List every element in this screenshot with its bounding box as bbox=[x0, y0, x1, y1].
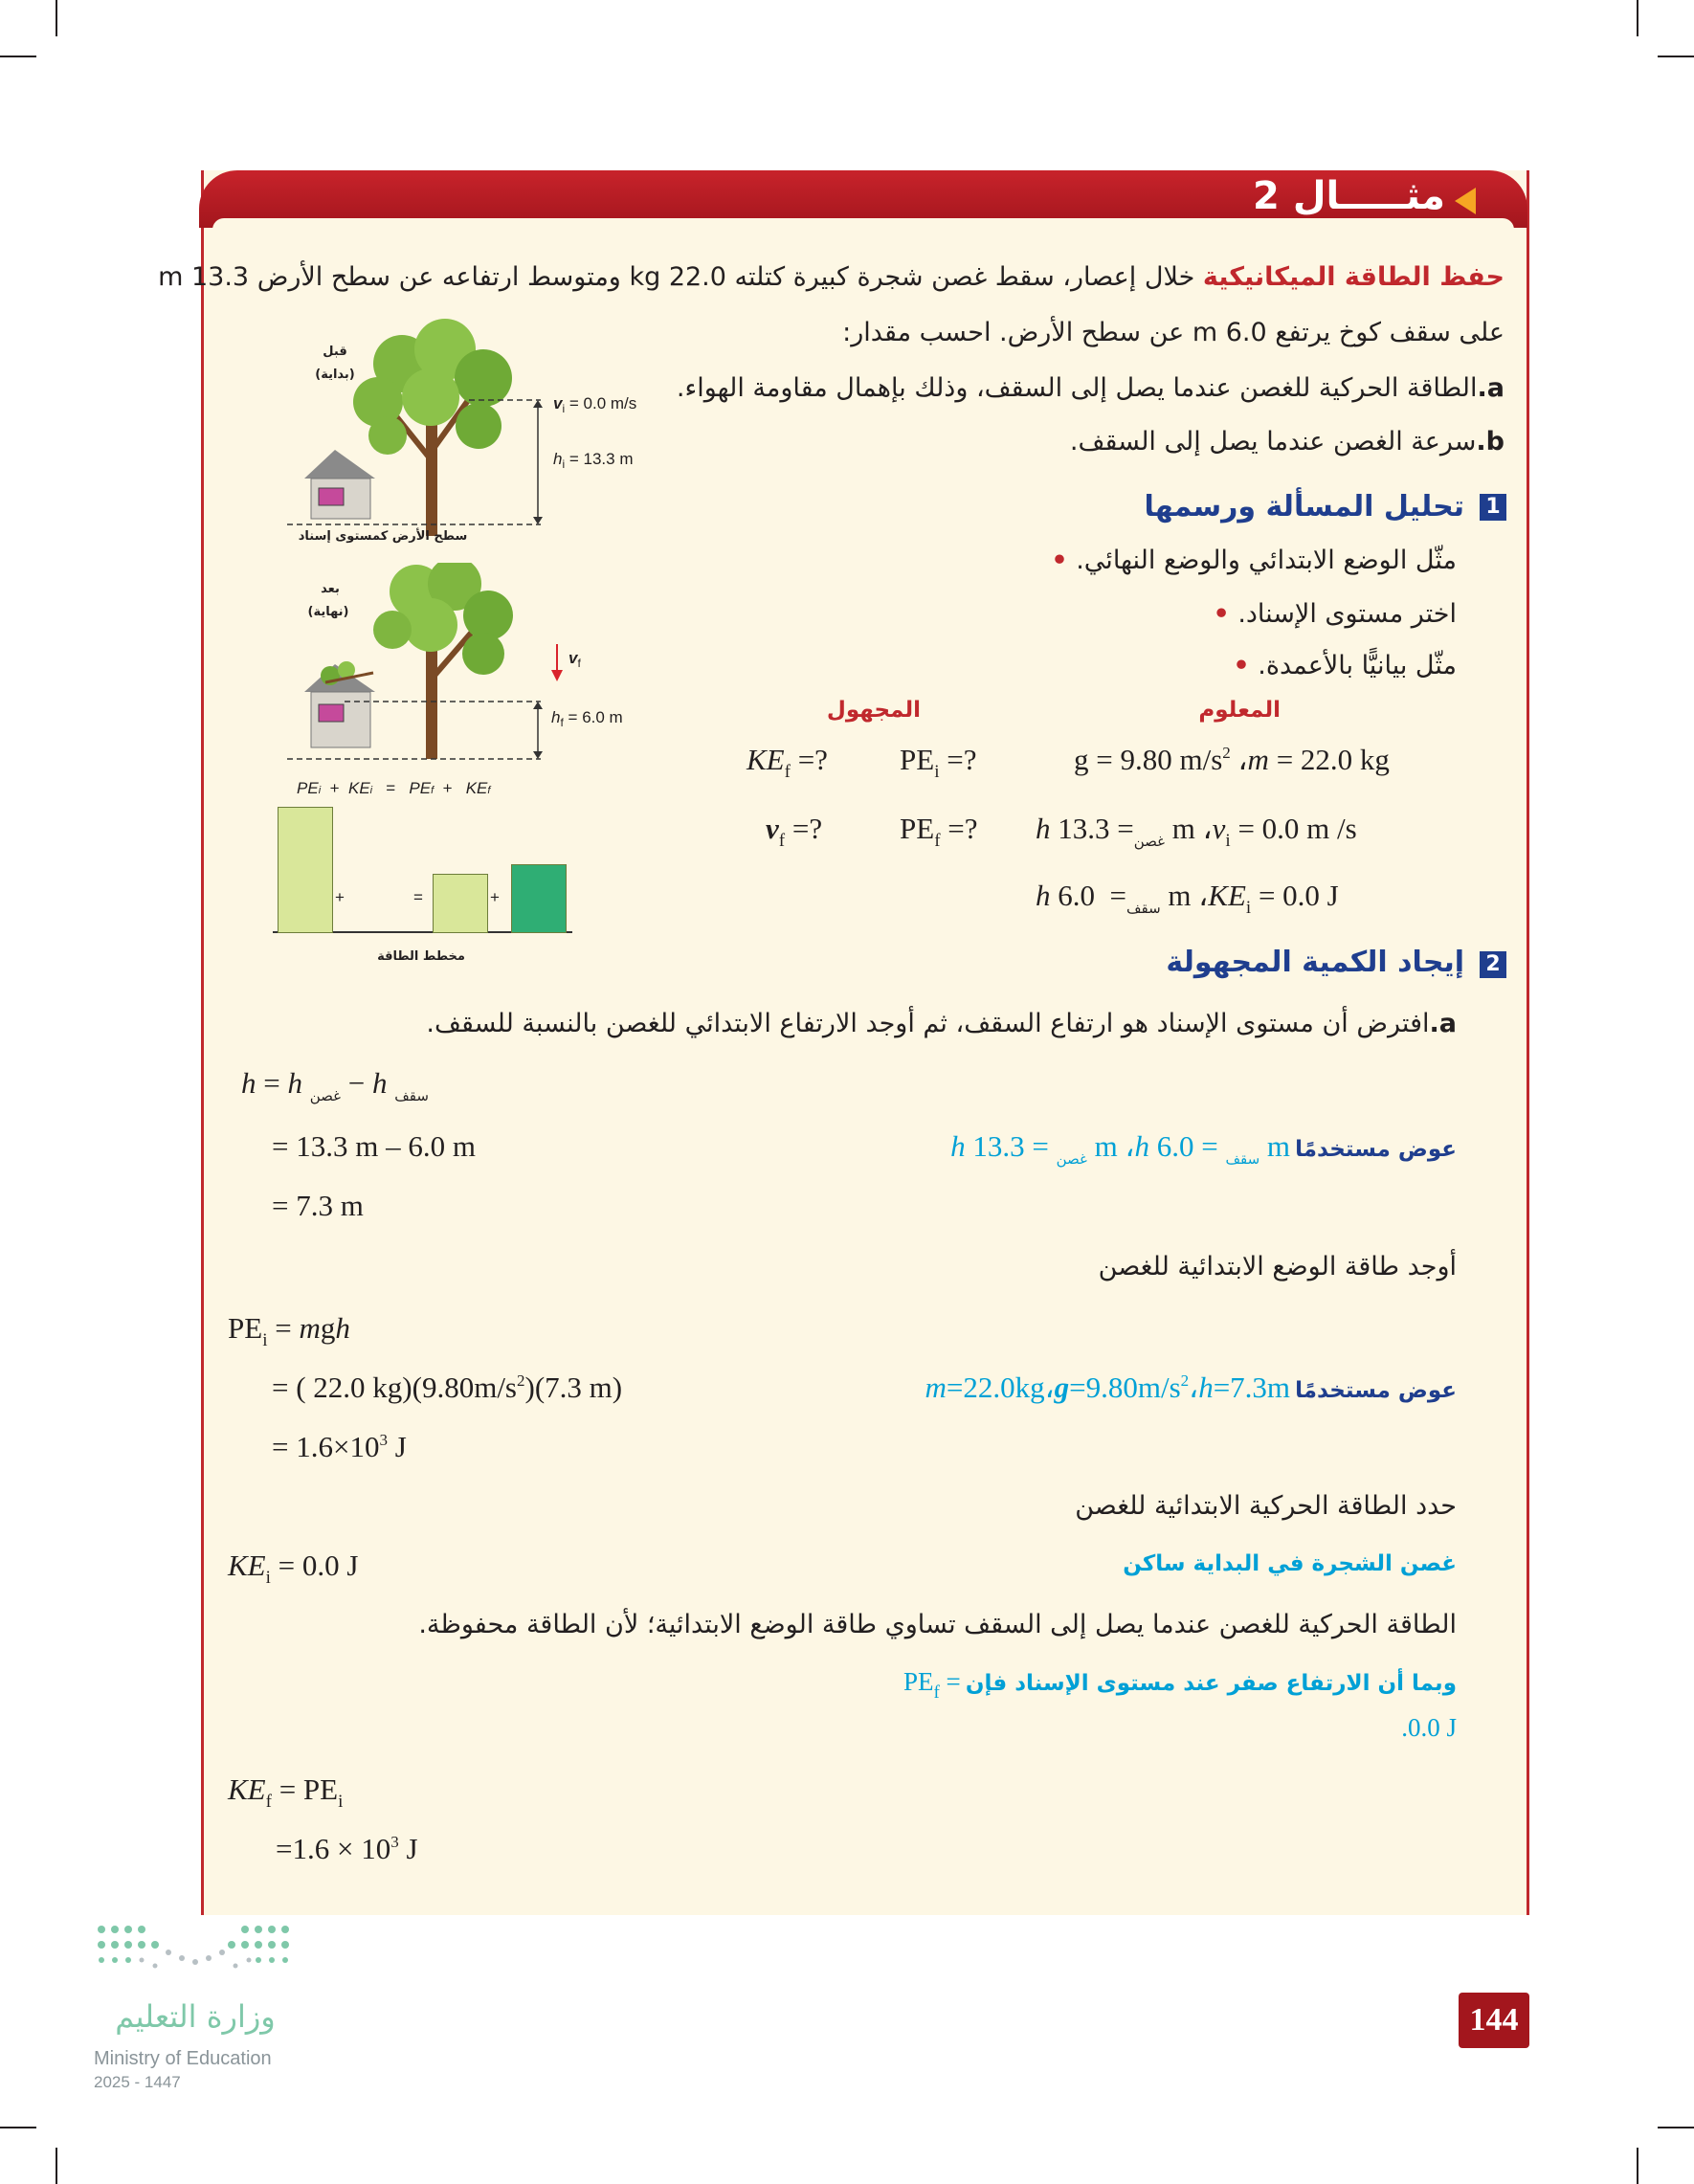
unknown-pef: $PE_f$ =? bbox=[900, 812, 978, 851]
vi-label: $v_i = 0.0$ m/s bbox=[553, 394, 637, 415]
conclusion-text: الطاقة الحركية للغصن عندما يصل إلى السقف تساوي طاقة الوضع الابتدائية؛ لأن الطاقة محفوظة. bbox=[418, 1610, 1457, 1639]
pe-equation: $PE_i$ = mgh bbox=[228, 1311, 350, 1350]
after-sublabel: (نهاية) bbox=[307, 605, 349, 619]
step-1-bullet: مثّل بيانيًّا بالأعمدة. • bbox=[1233, 651, 1457, 680]
energy-bar-pei bbox=[278, 807, 333, 933]
problem-line-2: على سقف كوخ يرتفع 6.0 m عن سطح الأرض. احسب مقدار: bbox=[842, 318, 1505, 347]
energy-equation: PEi + KEi = PEf + KEf bbox=[297, 779, 491, 797]
tree-after-illustration bbox=[287, 563, 574, 769]
before-sublabel: (بداية) bbox=[315, 368, 355, 382]
height-result: = 7.3 m bbox=[272, 1189, 364, 1222]
bar-plus-sign: + bbox=[335, 888, 345, 906]
step-1-title: تحليل المسألة ورسمها bbox=[1144, 490, 1464, 524]
crop-mark bbox=[1637, 0, 1638, 36]
step-2-instruction-a: a.افترض أن مستوى الإسناد هو ارتفاع السقف، ثم أوجد الارتفاع الابتدائي للغصن بالنسبة للسقف. bbox=[426, 1009, 1457, 1038]
step-1-bullet: مثّل الوضع الابتدائي والوضع النهائي. • bbox=[1051, 546, 1457, 575]
note-branch-at-rest: غصن الشجرة في البداية ساكن bbox=[1123, 1551, 1457, 1576]
question-a: a.الطاقة الحركية للغصن عندما يصل إلى السقف، وذلك بإهمال مقاومة الهواء. bbox=[676, 373, 1505, 403]
crop-mark bbox=[56, 2148, 57, 2184]
crop-mark bbox=[0, 2127, 36, 2128]
unknown-vf: $v_f$ =? bbox=[766, 812, 823, 851]
crop-mark bbox=[1658, 2127, 1694, 2128]
unknown-kef: $KE_f$ =? bbox=[747, 743, 828, 782]
find-pe-text: أوجد طاقة الوضع الابتدائية للغصن bbox=[1098, 1252, 1457, 1281]
pe-result: = $1.6\times 10^3$ J bbox=[272, 1430, 407, 1463]
height-calc: = 13.3 m – 6.0 m bbox=[272, 1129, 476, 1163]
step-2-badge: 2 bbox=[1480, 951, 1506, 978]
step-1-badge: 1 bbox=[1480, 494, 1506, 521]
note-pef-value: .0.0 J bbox=[1401, 1713, 1457, 1742]
ground-reference-label: سطح الأرض كمستوى إسناد bbox=[298, 529, 468, 544]
step-2-title: إيجاد الكمية المجهولة bbox=[1166, 946, 1464, 979]
ministry-name-en: Ministry of Education bbox=[94, 2048, 272, 2069]
ministry-logo-dots bbox=[92, 1920, 302, 1987]
tree-before-illustration bbox=[287, 316, 574, 546]
vf-label: $v_f$ bbox=[568, 649, 581, 670]
crop-mark bbox=[0, 56, 36, 57]
problem-topic: حفظ الطاقة الميكانيكية bbox=[1202, 262, 1505, 292]
known-row-2: h $_{غصن}$= 13.3 m $،v_i = 0.0$ m /s bbox=[1036, 812, 1357, 851]
problem-line-1: حفظ الطاقة الميكانيكية خلال إعصار، سقط غصن شجرة كبيرة كتلته 22.0 kg ومتوسط ارتفاعه عن سطح الأرض 13.3 m bbox=[158, 262, 1505, 292]
known-row-3: h $_{سقف}$= 6.0 m $،KE_i = 0.0$ J bbox=[1036, 879, 1339, 918]
known-header: المعلوم bbox=[1198, 698, 1281, 723]
ministry-year: 2025 - 1447 bbox=[94, 2073, 181, 2091]
crop-mark bbox=[1658, 56, 1694, 57]
energy-bar-pef bbox=[433, 874, 488, 933]
crop-mark bbox=[1637, 2148, 1638, 2184]
triangle-marker-icon bbox=[1455, 188, 1476, 214]
note-pef-zero: وبما أن الارتفاع صفر عند مستوى الإسناد فإن $PE_f$ = bbox=[903, 1667, 1457, 1703]
pe-calc: = ( 22.0 $kg)(9.80m/s^2)(7.3$ m) bbox=[272, 1371, 623, 1404]
kef-equation: $KE_f = PE_i$ bbox=[228, 1772, 344, 1812]
page-number: 144 bbox=[1459, 1993, 1529, 2048]
ministry-name-ar: وزارة التعليم bbox=[115, 1998, 276, 2035]
kef-result: $=1.6 \times 10^3$ J bbox=[276, 1832, 418, 1865]
substitution-hint-2: عوض مستخدمًا $m=22.0kg،g=9.80m/s^2،h=7.3m$ bbox=[925, 1371, 1457, 1404]
unknown-header: المجهول bbox=[826, 698, 921, 723]
unknown-pei: $PE_i$ =? bbox=[900, 743, 977, 782]
after-label: بعد bbox=[321, 582, 340, 596]
energy-diagram-caption: مخطط الطاقة bbox=[377, 949, 465, 964]
hi-label: $h_i = 13.3$ m bbox=[553, 450, 634, 471]
energy-bar-kef bbox=[511, 864, 567, 933]
bar-plus-sign: + bbox=[490, 888, 500, 906]
step-1-bullet: اختر مستوى الإسناد. • bbox=[1213, 599, 1457, 629]
find-ke-text: حدد الطاقة الحركية الابتدائية للغصن bbox=[1075, 1491, 1457, 1521]
ke-initial: $KE_i = 0.0$ J bbox=[228, 1549, 359, 1588]
substitution-hint-1: عوض مستخدمًا h $_{غصن}$ = 13.3 m ،h $_{سقف}$ = 6.0 m bbox=[950, 1129, 1457, 1168]
example-title: مثـــــال 2 bbox=[1253, 174, 1445, 218]
crop-mark bbox=[56, 0, 57, 36]
before-label: قبل bbox=[323, 345, 347, 359]
height-equation: h = h $_{غصن}$ − h $_{سقف}$ bbox=[241, 1066, 429, 1104]
question-b: b.سرعة الغصن عندما يصل إلى السقف. bbox=[1069, 427, 1505, 457]
hf-label: $h_f = 6.0$ m bbox=[551, 708, 623, 729]
known-row-1: g = 9.80 $m/s^2$ ،m = 22.0 kg bbox=[1074, 743, 1390, 776]
bar-equals-sign: = bbox=[413, 888, 423, 906]
